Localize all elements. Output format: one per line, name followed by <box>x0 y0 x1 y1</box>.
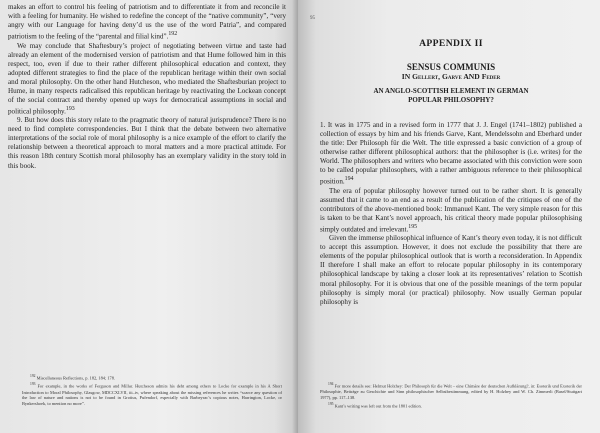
left-footnotes <box>22 374 282 408</box>
sensus-title: SENSUS COMMUNIS <box>406 62 496 72</box>
left-paragraph-1: makes an effort to control his feeling of patriotism and to differentiate it from and reconcile it with a feeling for humanity. He wished to redefine the concept of the “native community”, “very angry with our Language for having deny’d us the use of the word Patria”, and compared patriotism to the feeling of the “parental and filial kind”.$^{192}$ <box>8 3 286 41</box>
footnote-ref: 193 <box>65 105 75 112</box>
appendix-title: APPENDIX II <box>419 38 483 49</box>
footnote-ref: 195 <box>408 223 418 230</box>
footnote: $^{192}$ Miscellaneous Reflections, p. 182, 184; 178. <box>30 374 116 381</box>
footnote: $^{193}$ For example, in the works of Ferguson and Millar. Hutcheson admits his debt among others to Locke for example in his A Short Introduction to Moral Philosophy, Glasgow, MDCCXLVII, iii–iv, where speaking about the missing references he writes “scarce any question of the law of nature and nations is not to be found in Grotius, Pufendorf, especially with Barbeyrac’s copious notes, Harrington, Locke, or Bynkershoek, to mention no more”. <box>22 382 282 407</box>
footnote-ref: 194 <box>344 176 354 183</box>
subtitle-line-1: AN ANGLO-SCOTTISH ELEMENT IN GERMAN <box>373 87 529 95</box>
right-paragraph-3: Given the immense philosophical influence of Kant’s theory even today, it is not difficult to accept this assumption. However, it does not exclude the possibility that there are elements of the popular philosophical outlook that is worth a reconsideration. In Appendix II therefore I shall make an effort to relocate popular philosophy in its contemporary philosophical landscape by taking a closer look at its representatives’ relation to Scottish moral philosophy. For it is obvious that one of the possible meanings of the term popular philosophy is simply moral (or practical) philosophy. Now usually German popular philosophy is <box>320 234 582 306</box>
right-paragraph-2: The era of popular philosophy however turned out to be rather short. It is generally assumed that it came to an end as a result of the publication of the critiques of one of the contributors of the above-mentioned book: Immanuel Kant. The very simple reason for this is taken to be that Kant’s novel approach, his critical theory made popular philosophising simply outdated and irrelevant.$^{195}$ <box>320 186 582 234</box>
right-paragraph-1: 1. It was in 1775 and in a revised form in 1777 that J. J. Engel (1741–1802) published a collection of essays by him and his friends Garve, Kant, Mendelssohn and Eberhard under the title: Der Philosoph für die Welt. The title expressed a basic conviction of a group of otherwise rather different philosophical authors: that the philosopher is (i.e. writes) for the World. The philosophers and writers who became associated with this conviction were soon to be called popular philosophers, with a rather ambiguous reference to their philosophical position.$^{194}$ <box>320 121 582 186</box>
right-footnotes <box>320 382 582 410</box>
subtitle-line-2: POPULAR PHILOSOPHY? <box>408 96 494 104</box>
left-paragraph-2: We may conclude that Shaftesbury’s project of negotiating between virtue and taste had already an element of the modernised version of patriotism and that Hume followed him in this respect, too, even if due to their rather different philosophical education and context, they adopted different strategies to find the place of the republican heritage within their own social and moral philosophy. On the other hand Hutcheson, who mediated the Shaftesburian project to Hume, in many respects radicalised this republican heritage by reactivating the Lockean concept of the social contract and thereby opened up ways for democratical assumptions in social and political philosophy.$^{193}$ <box>8 41 286 116</box>
footnote: $^{195}$ Kant’s writing was left out from the 1801 edition. <box>328 401 422 409</box>
left-page-body <box>8 3 286 171</box>
sensus-subtitle: IN Gellert, Garve AND Feder <box>401 72 501 81</box>
left-paragraph-3: 9. But how does this story relate to the pragmatic theory of natural jurisprudence? There is no need to find complete correspondencies. But I think that the debate between two alternative interpretations of the social role of moral philosophy is a nice example of the effort to clarify the relationship between a theoretical approach to moral matters and a more practical attitude. For this reason 18th century Scottish moral philosophy has an exemplary validity in the story told in this book. <box>8 116 286 170</box>
footnote-ref: 192 <box>168 31 178 38</box>
right-page-body <box>320 121 582 307</box>
footnote: $^{194}$ For more details see: Helmut Holzhey: Der Philosoph für die Welt – eine Chimäre der deutschen Aufklärung?, in: Esoterik und Exoterik der Philosophie, Beiträge zu Geschichte und Sinn philosophischer Selbstbestimmung, edited by H. Holzhey and W. Ch. Zimmerli (Basel/Stuttgart 1977), pp. 117–138. <box>320 382 582 401</box>
left-page <box>0 0 298 433</box>
chapter-heading <box>320 0 582 105</box>
right-page <box>298 0 600 433</box>
page-number: 95 <box>310 16 315 21</box>
